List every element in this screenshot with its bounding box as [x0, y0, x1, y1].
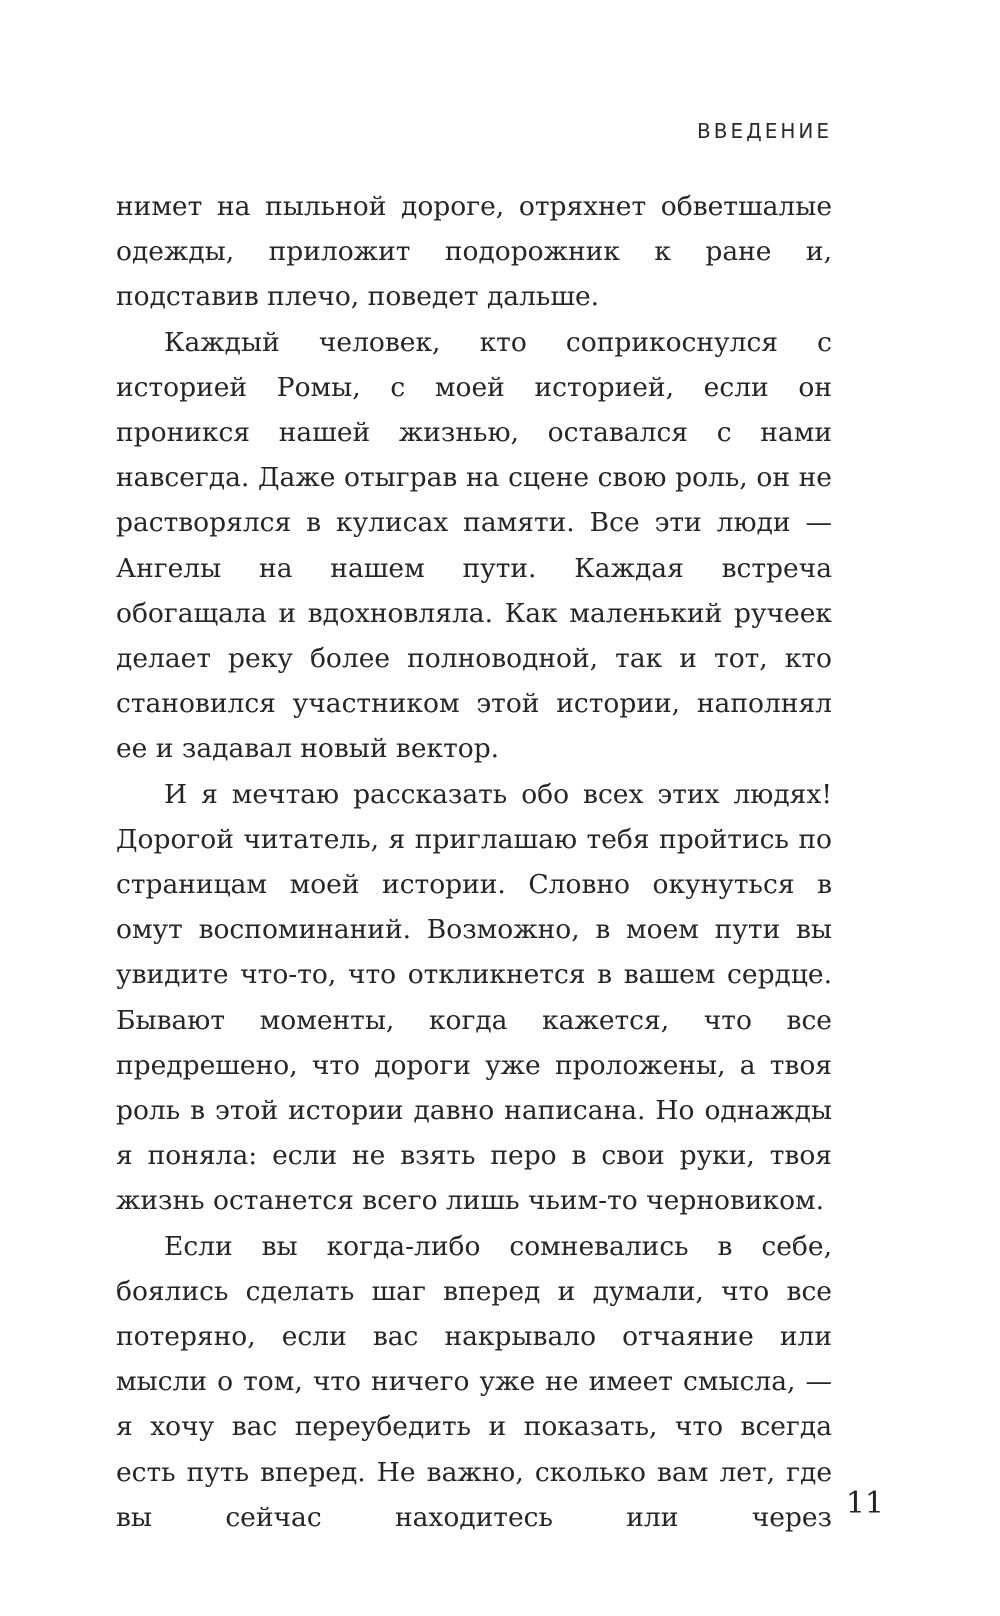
page-number: 11 — [845, 1486, 884, 1521]
paragraph: Если вы когда-либо сомневались в себе, боялись сделать шаг вперед и думали, что все потеряно, если вас накрывало отчаяние или мысли о том, что ничего уже не имеет смысла, — я хочу вас переубедить и показать, что всегда есть путь вперед. Не важно, сколько вам лет, где вы сейчас находитесь или через — [116, 1230, 832, 1533]
paragraph: И я мечтаю рассказать обо всех этих людях! Дорогой читатель, я приглашаю тебя пройтись по страницам моей истории. Словно окунуться в омут воспоминаний. Возможно, в моем пути вы увидите что-то, что откликнется в вашем сердце. Бывают моменты, когда кажется, что все предрешено, что дороги уже проложены, а твоя роль в этой истории давно написана. Но однажды я поняла: если не взять перо в свои руки, твоя жизнь останется всего лишь чьим-то черновиком. — [116, 778, 832, 1217]
body-text — [116, 184, 832, 1540]
paragraph-continuation: нимет на пыльной дороге, отряхнет обветшалые одежды, приложит подорожник к ране и, подставив плечо, поведет дальше. — [116, 191, 832, 313]
paragraph: Каждый человек, кто соприкоснулся с историей Ромы, с моей историей, если он проникся нашей жизнью, оставался с нами навсегда. Даже отыграв на сцене свою роль, он не растворялся в кулисах памяти. Все эти люди — Ангелы на нашем пути. Каждая встреча обогащала и вдохновляла. Как маленький ручеек делает реку более полноводной, так и тот, кто становился участником этой истории, наполнял ее и задавал новый вектор. — [116, 326, 832, 765]
running-head: ВВЕДЕНИЕ — [697, 119, 832, 143]
